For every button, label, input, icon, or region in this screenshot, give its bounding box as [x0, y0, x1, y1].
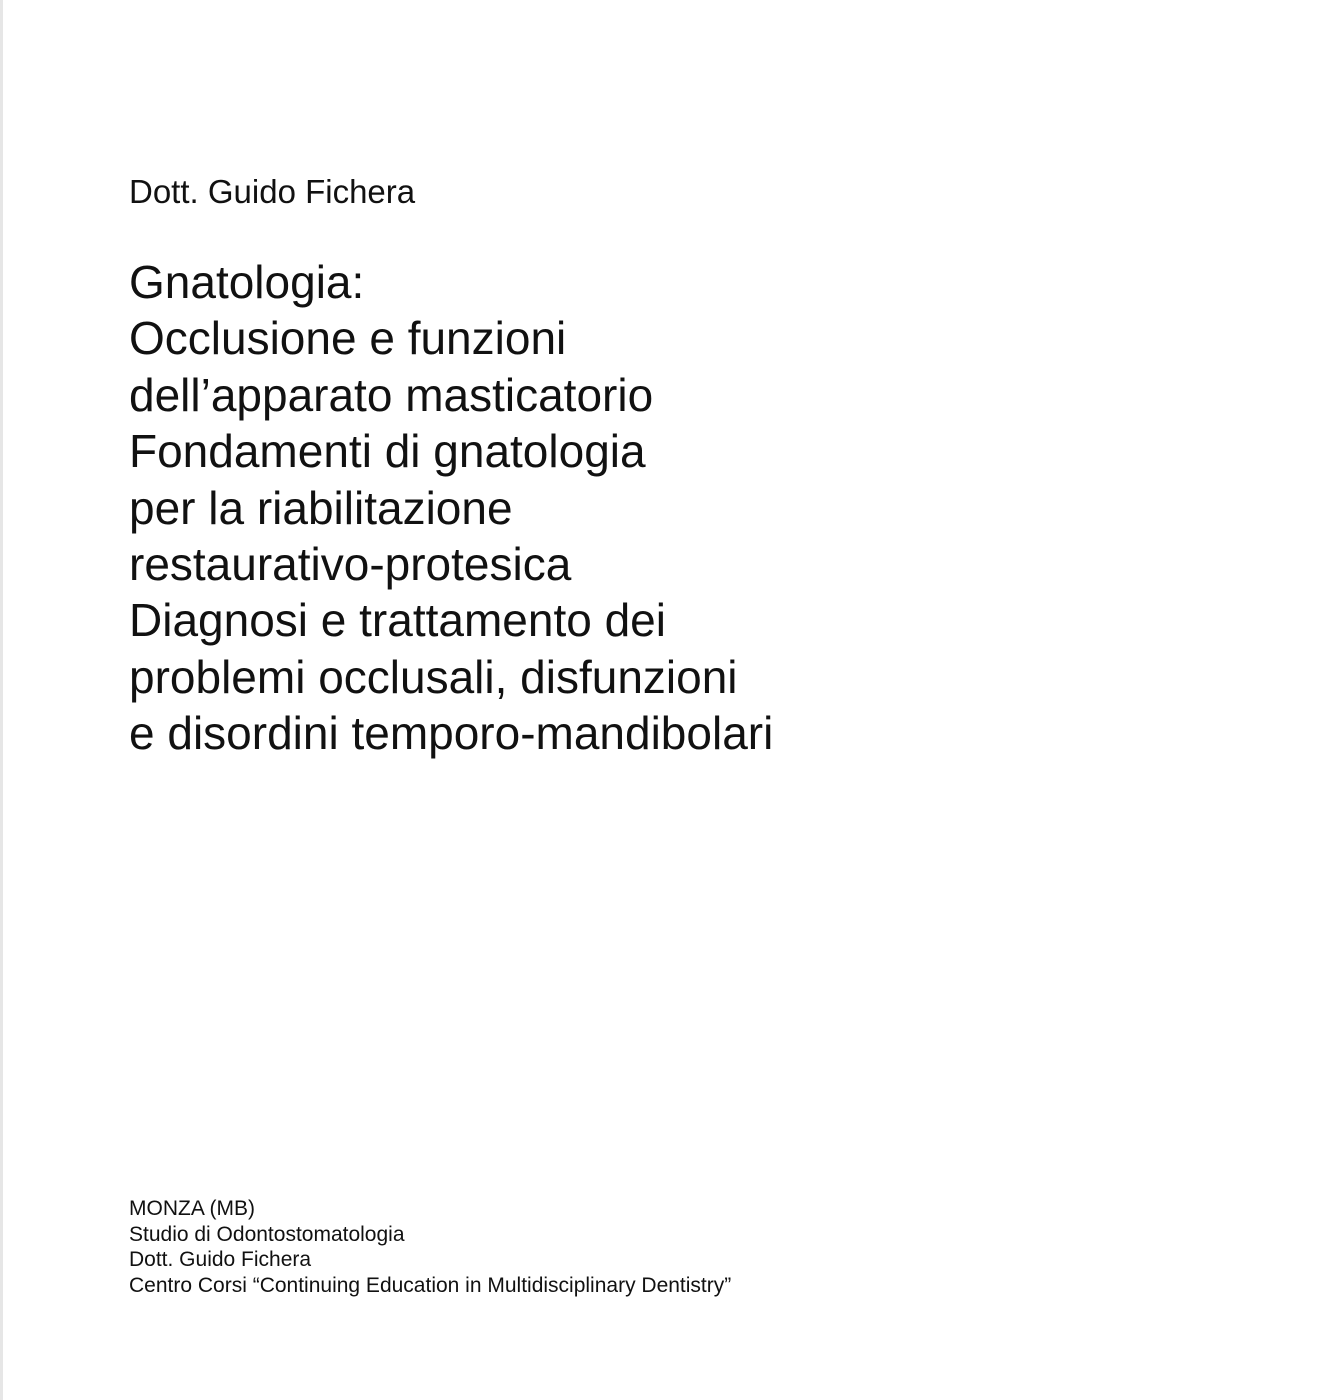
title-line: Gnatologia:: [129, 256, 365, 308]
title-line: Diagnosi e trattamento dei: [129, 594, 666, 647]
title-line: e disordini temporo-mandibolari: [129, 707, 774, 760]
publisher-doctor: Dott. Guido Fichera: [129, 1248, 312, 1272]
publisher-course-center: Centro Corsi “Continuing Education in Multidisciplinary Dentistry”: [129, 1274, 732, 1298]
title-line: restaurativo-protesica: [129, 538, 572, 591]
title-line: Occlusione e funzioni: [129, 312, 567, 365]
document-title: [129, 254, 773, 762]
title-line: Fondamenti di gnatologia: [129, 425, 646, 478]
publisher-info: [129, 1196, 731, 1299]
title-line: per la riabilitazione: [129, 481, 513, 534]
title-line: dell’apparato masticatorio: [129, 368, 654, 421]
publisher-studio: Studio di Odontostomatologia: [129, 1222, 405, 1246]
author-name: Dott. Guido Fichera: [129, 173, 416, 210]
publisher-location: MONZA (MB): [129, 1197, 255, 1220]
title-line: problemi occlusali, disfunzioni: [129, 650, 738, 703]
page-edge: [0, 0, 3, 1400]
